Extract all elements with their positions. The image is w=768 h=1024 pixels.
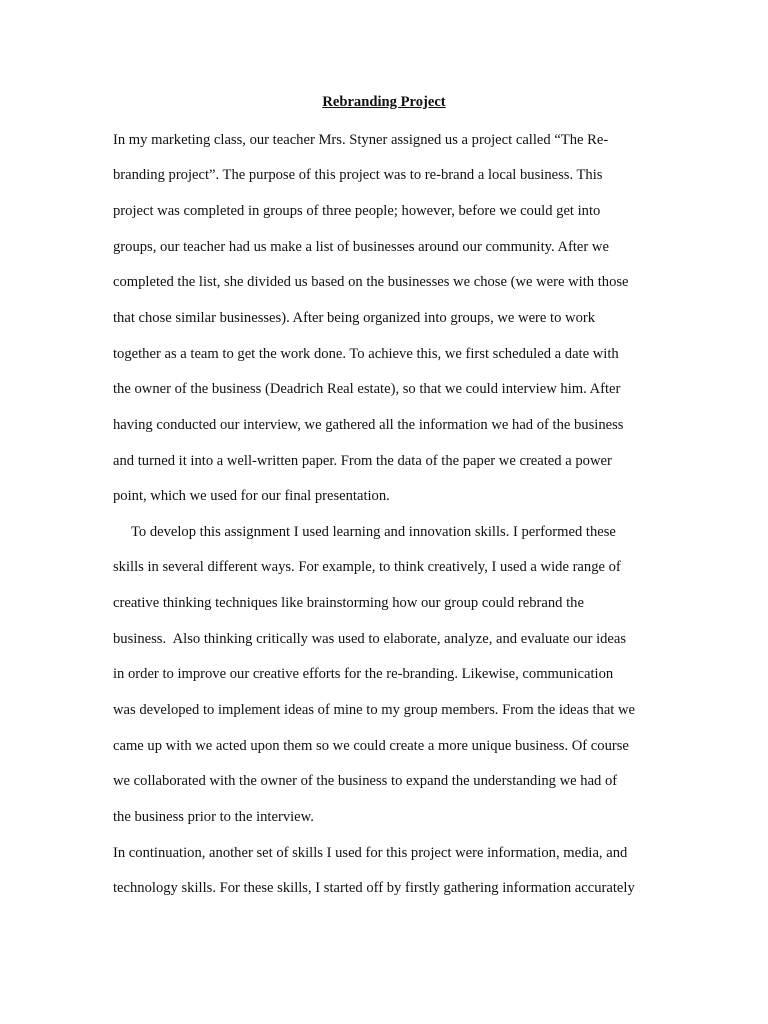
text-line: point, which we used for our final presentation. xyxy=(113,488,390,504)
text-line: was developed to implement ideas of mine to my group members. From the ideas that we xyxy=(113,702,636,718)
text-line: To develop this assignment I used learning and innovation skills. I performed these xyxy=(113,524,616,540)
text-line: business. Also thinking critically was used to elaborate, analyze, and evaluate our ideas xyxy=(113,631,627,647)
text-line: In my marketing class, our teacher Mrs. Styner assigned us a project called “The Re- xyxy=(113,132,609,148)
text-line: having conducted our interview, we gathered all the information we had of the business xyxy=(113,417,624,433)
text-line: completed the list, she divided us based on the businesses we chose (we were with those xyxy=(113,274,629,290)
text-line: in order to improve our creative efforts for the re-branding. Likewise, communication xyxy=(113,666,614,682)
text-line: we collaborated with the owner of the business to expand the understanding we had of xyxy=(113,773,618,789)
text-line: came up with we acted upon them so we could create a more unique business. Of course xyxy=(113,738,629,754)
text-line: groups, our teacher had us make a list of businesses around our community. After we xyxy=(113,239,609,255)
text-line: skills in several different ways. For example, to think creatively, I used a wide range of xyxy=(113,559,621,575)
text-line: creative thinking techniques like brainstorming how our group could rebrand the xyxy=(113,595,584,611)
text-line: project was completed in groups of three people; however, before we could get into xyxy=(113,203,601,219)
text-line: branding project”. The purpose of this project was to re-brand a local business. This xyxy=(113,167,603,183)
document-title: Rebranding Project xyxy=(322,94,446,110)
text-line: the owner of the business (Deadrich Real estate), so that we could interview him. After xyxy=(113,381,621,397)
text-line: the business prior to the interview. xyxy=(113,809,314,825)
text-line: In continuation, another set of skills I used for this project were information, media, and xyxy=(113,845,628,861)
text-line: that chose similar businesses). After being organized into groups, we were to work xyxy=(113,310,596,326)
text-line: and turned it into a well-written paper. From the data of the paper we created a power xyxy=(113,453,612,469)
text-line: together as a team to get the work done. To achieve this, we first scheduled a date with xyxy=(113,346,619,362)
text-line: technology skills. For these skills, I started off by firstly gathering information accurately xyxy=(113,880,635,896)
